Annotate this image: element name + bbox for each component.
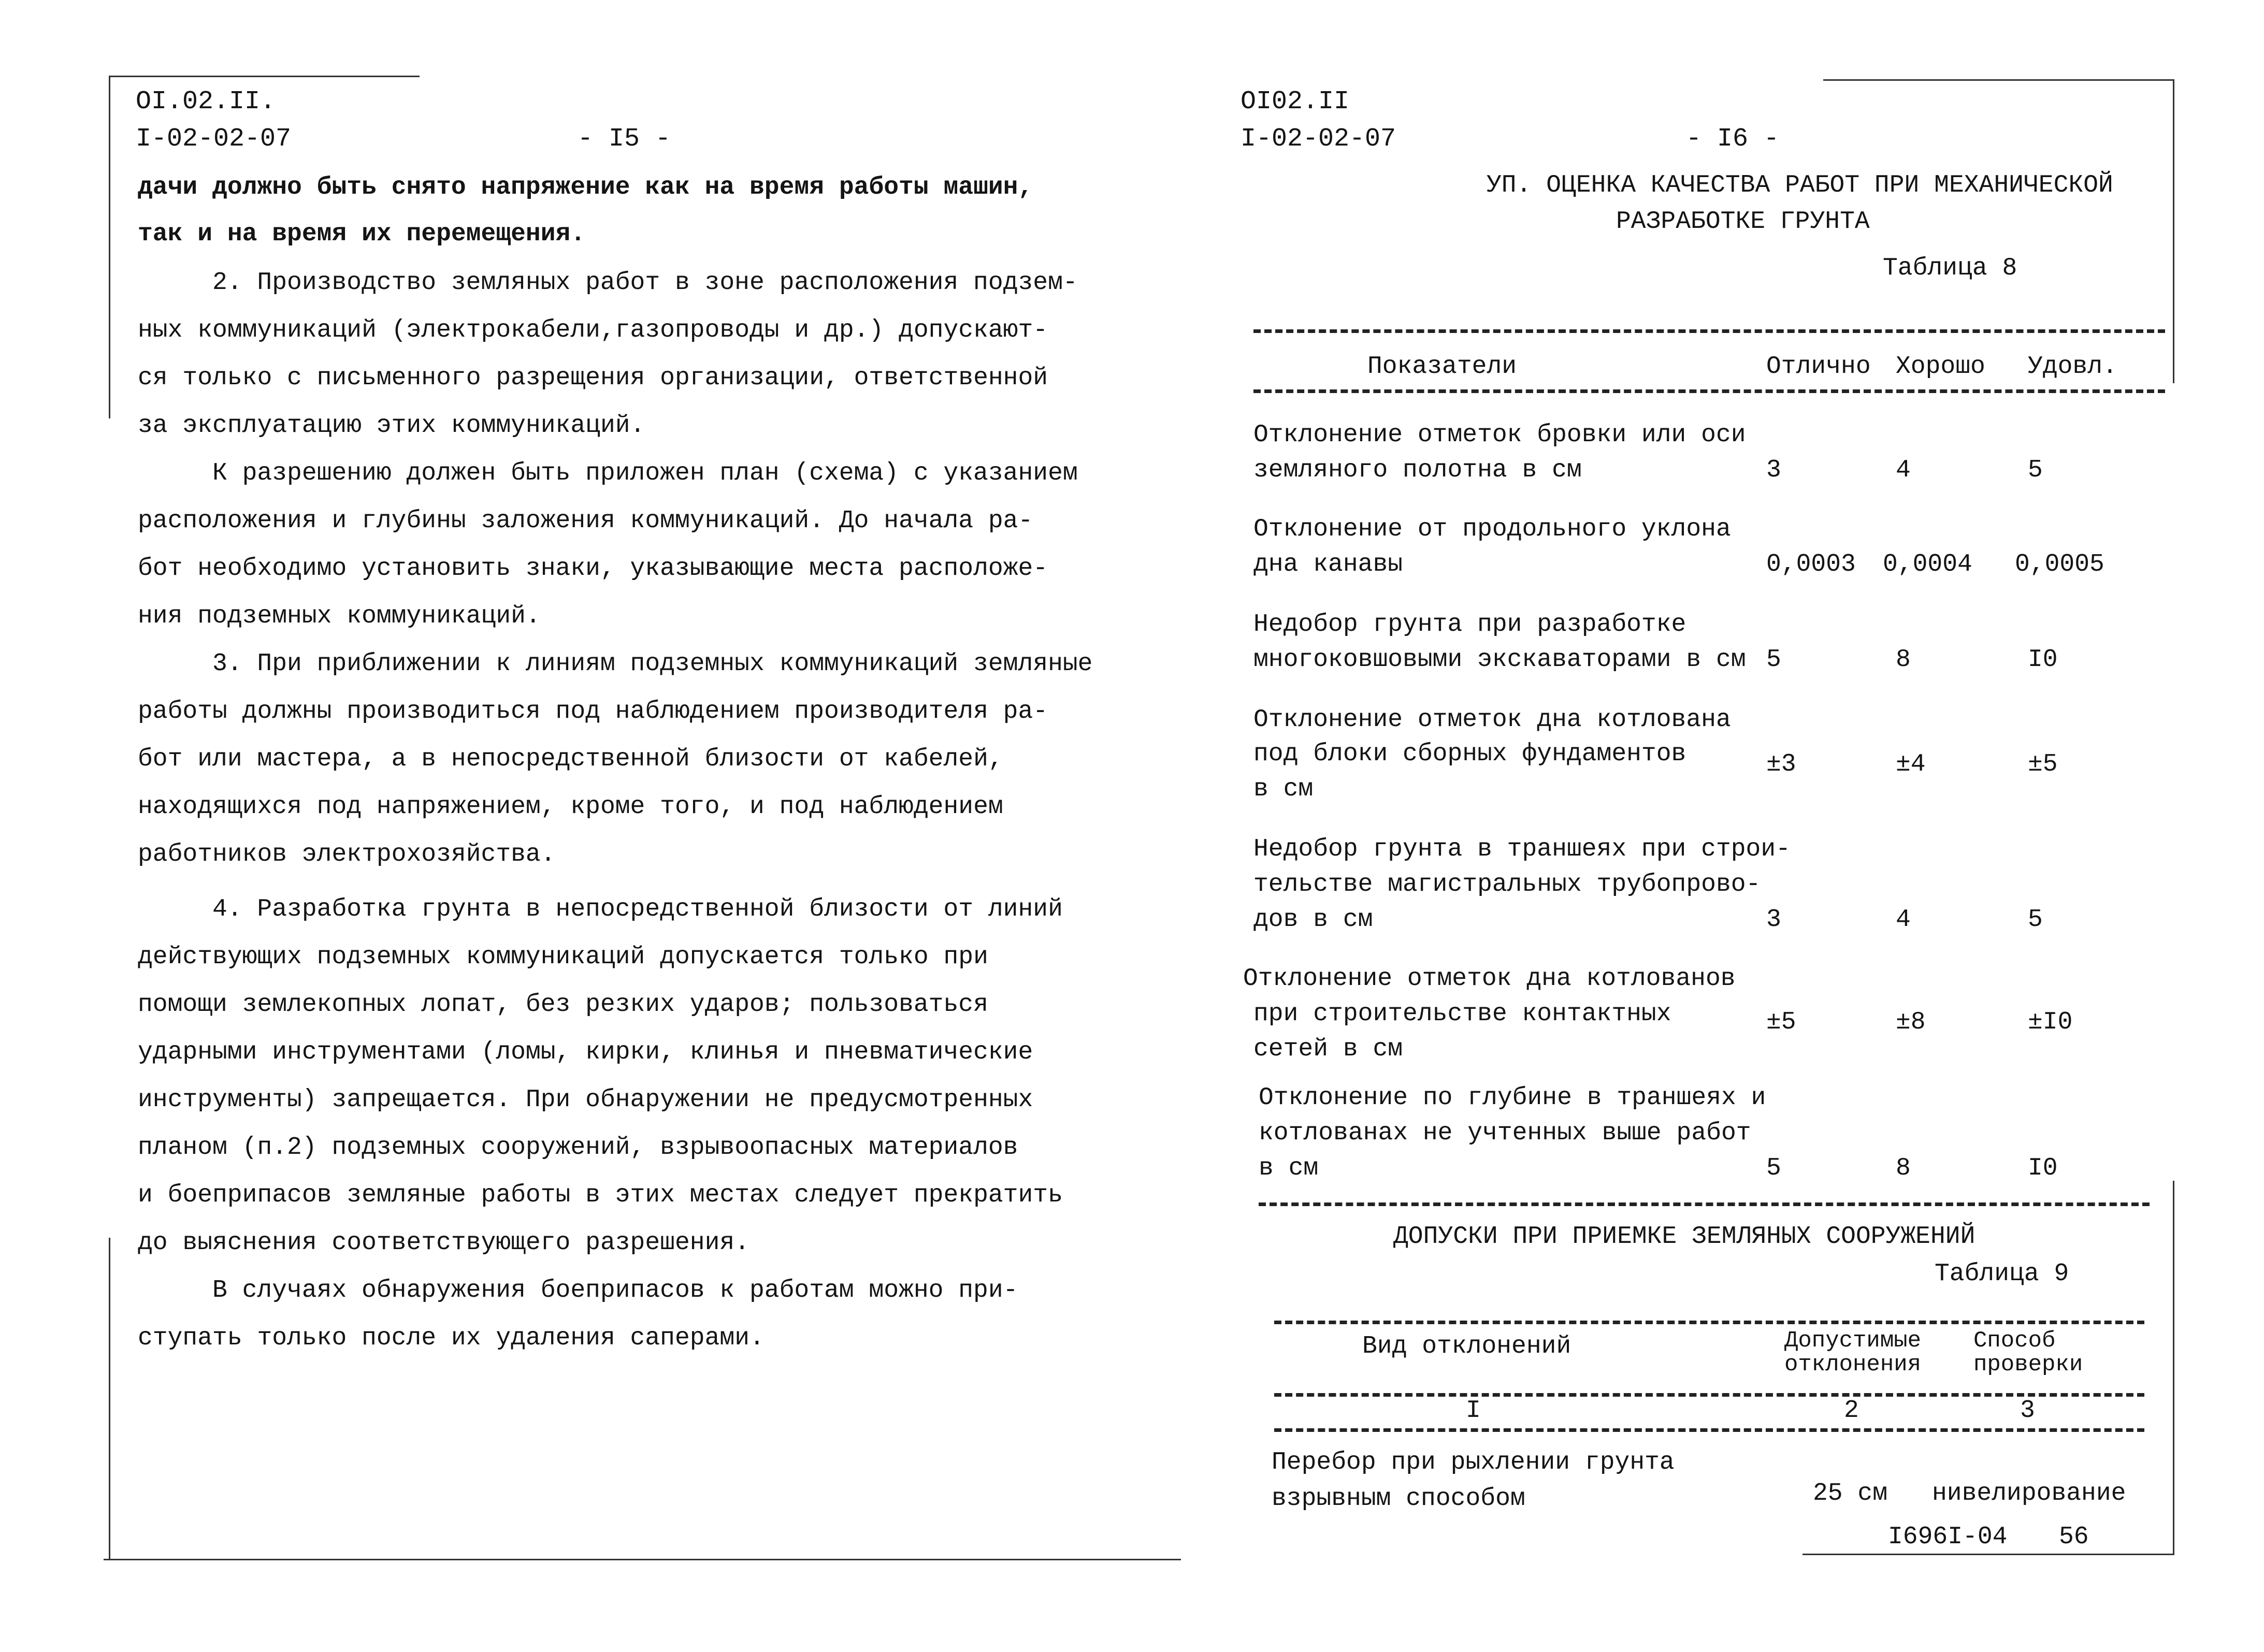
col-header-satisfactory: Удовл. (2028, 353, 2117, 381)
table9-caption: Таблица 9 (1935, 1260, 2069, 1288)
cell-satisfactory: 5 (2028, 456, 2043, 484)
text-line: находящихся под напряжением, кроме того, и под наблюдением (138, 793, 1003, 821)
text-line: и боеприпасов земляные работы в этих местах следует прекратить (138, 1181, 1063, 1209)
row-label: взрывным способом (1272, 1485, 1525, 1513)
text-line: 2. Производство земляных работ в зоне расположения подзем- (212, 269, 1078, 297)
text-line: ния подземных коммуникаций. (138, 602, 541, 630)
cell-good: 8 (1896, 646, 1911, 674)
cell-good: 8 (1896, 1154, 1911, 1182)
left-margin-line-bottom (109, 1238, 110, 1559)
col-number-2: 2 (1844, 1397, 1859, 1425)
col-number-3: 3 (2020, 1397, 2035, 1425)
table-rule (1274, 1393, 2144, 1397)
cell-good: ±4 (1896, 750, 1926, 778)
row-label: при строительстве контактных (1253, 1000, 1671, 1028)
right-margin-line (2173, 80, 2174, 383)
doc-number-right: I-02-02-07 (1241, 124, 1396, 154)
cell-method: нивелирование (1932, 1480, 2126, 1508)
cell-good: ±8 (1896, 1008, 1926, 1036)
text-line: 4. Разработка грунта в непосредственной близости от линий (212, 895, 1063, 923)
text-line: инструменты) запрещается. При обнаружении не предусмотренных (138, 1086, 1033, 1114)
cell-satisfactory: I0 (2028, 1154, 2058, 1182)
left-margin-line (109, 77, 110, 418)
page-number-right: - I6 - (1686, 124, 1780, 154)
col-header-method (1973, 1329, 2083, 1376)
col-header-allowed-line1: Допустимые (1784, 1328, 1922, 1354)
text-line: 3. При приближении к линиям подземных коммуникаций земляные (212, 650, 1093, 678)
text-line: ся только с письменного разрещения организации, ответственной (138, 364, 1048, 392)
table9-title: ДОПУСКИ ПРИ ПРИЕМКЕ ЗЕМЛЯНЫХ СООРУЖЕНИЙ (1393, 1223, 1975, 1251)
table-rule (1259, 1202, 2150, 1206)
left-top-line (109, 76, 420, 77)
text-line: расположения и глубины заложения коммуникаций. До начала ра- (138, 507, 1033, 535)
row-label: сетей в см (1253, 1035, 1403, 1063)
table-rule (1253, 329, 2165, 333)
col-header-good: Хорошо (1896, 353, 1985, 381)
row-label: Отклонение отметок бровки или оси (1253, 421, 1746, 449)
col-header-allowed (1784, 1329, 1921, 1376)
text-line: работников электрохозяйства. (138, 841, 556, 868)
cell-excellent: ±5 (1766, 1008, 1796, 1036)
section-title: УП. ОЦЕНКА КАЧЕСТВА РАБОТ ПРИ МЕХАНИЧЕСКОЙ (1487, 171, 2113, 199)
col-header-method-line2: проверки (1973, 1352, 2083, 1378)
page-number-left: - I5 - (578, 124, 671, 154)
table-rule (1253, 389, 2165, 393)
col-header-allowed-line2: отклонения (1784, 1352, 1922, 1378)
cell-excellent: 5 (1766, 1154, 1781, 1182)
text-line: ступать только после их удаления саперами. (138, 1324, 765, 1352)
text-line: дачи должно быть снято напряжение как на время работы машин, (138, 173, 1033, 201)
row-label: дов в см (1253, 906, 1373, 934)
text-line: ударными инструментами (ломы, кирки, клинья и пневматические (138, 1038, 1033, 1066)
footer-code: I696I-04 (1888, 1523, 2008, 1551)
text-line: ных коммуникаций (электрокабели,газопроводы и др.) допускают- (138, 316, 1048, 344)
doc-code-left: OI.02.II. (136, 87, 276, 117)
footer-page-number: 56 (2059, 1523, 2089, 1551)
row-label: Отклонение отметок дна котлована (1253, 706, 1731, 734)
row-label: Недобор грунта при разработке (1253, 611, 1686, 639)
right-bottom-line (1802, 1554, 2174, 1555)
cell-satisfactory: I0 (2028, 646, 2058, 674)
section-title-cont: РАЗРАБОТКЕ ГРУНТА (1616, 208, 1870, 236)
text-line: так и на время их перемещения. (138, 220, 586, 248)
row-label: земляного полотна в см (1253, 456, 1582, 484)
text-line: В случаях обнаружения боеприпасов к работам можно при- (212, 1277, 1018, 1305)
col-header-indicator: Показатели (1367, 353, 1517, 381)
row-label: дна канавы (1253, 550, 1403, 578)
cell-satisfactory: ±5 (2028, 750, 2058, 778)
row-label: Отклонение от продольного уклона (1253, 515, 1731, 543)
col-header-excellent: Отлично (1766, 353, 1871, 381)
row-label: котлованах не учтенных выше работ (1259, 1119, 1751, 1147)
table-rule (1274, 1321, 2144, 1324)
cell-satisfactory: ±I0 (2028, 1008, 2073, 1036)
row-label: тельстве магистральных трубопрово- (1253, 871, 1761, 899)
text-line: К разрешению должен быть приложен план (схема) с указанием (212, 459, 1078, 487)
cell-excellent: 5 (1766, 646, 1781, 674)
row-label: в см (1253, 775, 1314, 803)
left-bottom-line (104, 1559, 1181, 1560)
text-line: бот необходимо установить знаки, указывающие места расположе- (138, 555, 1048, 583)
col-header-deviation-type: Вид отклонений (1362, 1332, 1571, 1360)
cell-excellent: 3 (1766, 456, 1781, 484)
row-label: под блоки сборных фундаментов (1253, 740, 1686, 768)
cell-satisfactory: 5 (2028, 906, 2043, 934)
col-number-1: I (1466, 1397, 1481, 1425)
text-line: до выяснения соответствующего разрешения. (138, 1229, 749, 1257)
row-label: многоковшовыми экскаваторами в см (1253, 646, 1746, 674)
row-label: Перебор при рыхлении грунта (1272, 1448, 1675, 1476)
cell-satisfactory: 0,0005 (2015, 550, 2104, 578)
row-label: Недобор грунта в траншеях при строи- (1253, 835, 1791, 863)
cell-excellent: 0,0003 (1766, 550, 1856, 578)
cell-excellent: ±3 (1766, 750, 1796, 778)
cell-good: 0,0004 (1883, 550, 1972, 578)
right-margin-line-bottom (2173, 1181, 2174, 1554)
text-line: за эксплуатацию этих коммуникаций. (138, 412, 645, 440)
cell-good: 4 (1896, 456, 1911, 484)
col-header-method-line1: Способ (1973, 1328, 2056, 1354)
row-label: Отклонение отметок дна котлованов (1243, 965, 1736, 993)
table8-caption: Таблица 8 (1883, 254, 2017, 282)
cell-allowed: 25 см (1813, 1480, 1888, 1508)
doc-code-right: OI02.II (1241, 87, 1350, 117)
text-line: бот или мастера, а в непосредственной близости от кабелей, (138, 745, 1003, 773)
table-rule (1274, 1428, 2144, 1432)
row-label: Отклонение по глубине в траншеях и (1259, 1084, 1766, 1112)
cell-good: 4 (1896, 906, 1911, 934)
doc-number-left: I-02-02-07 (136, 124, 292, 154)
text-line: помощи землекопных лопат, без резких ударов; пользоваться (138, 991, 988, 1019)
text-line: планом (п.2) подземных сооружений, взрывоопасных материалов (138, 1134, 1018, 1162)
text-line: действующих подземных коммуникаций допускается только при (138, 943, 988, 971)
right-top-line (1823, 79, 2174, 81)
row-label: в см (1259, 1154, 1319, 1182)
cell-excellent: 3 (1766, 906, 1781, 934)
text-line: работы должны производиться под наблюдением производителя ра- (138, 698, 1048, 726)
